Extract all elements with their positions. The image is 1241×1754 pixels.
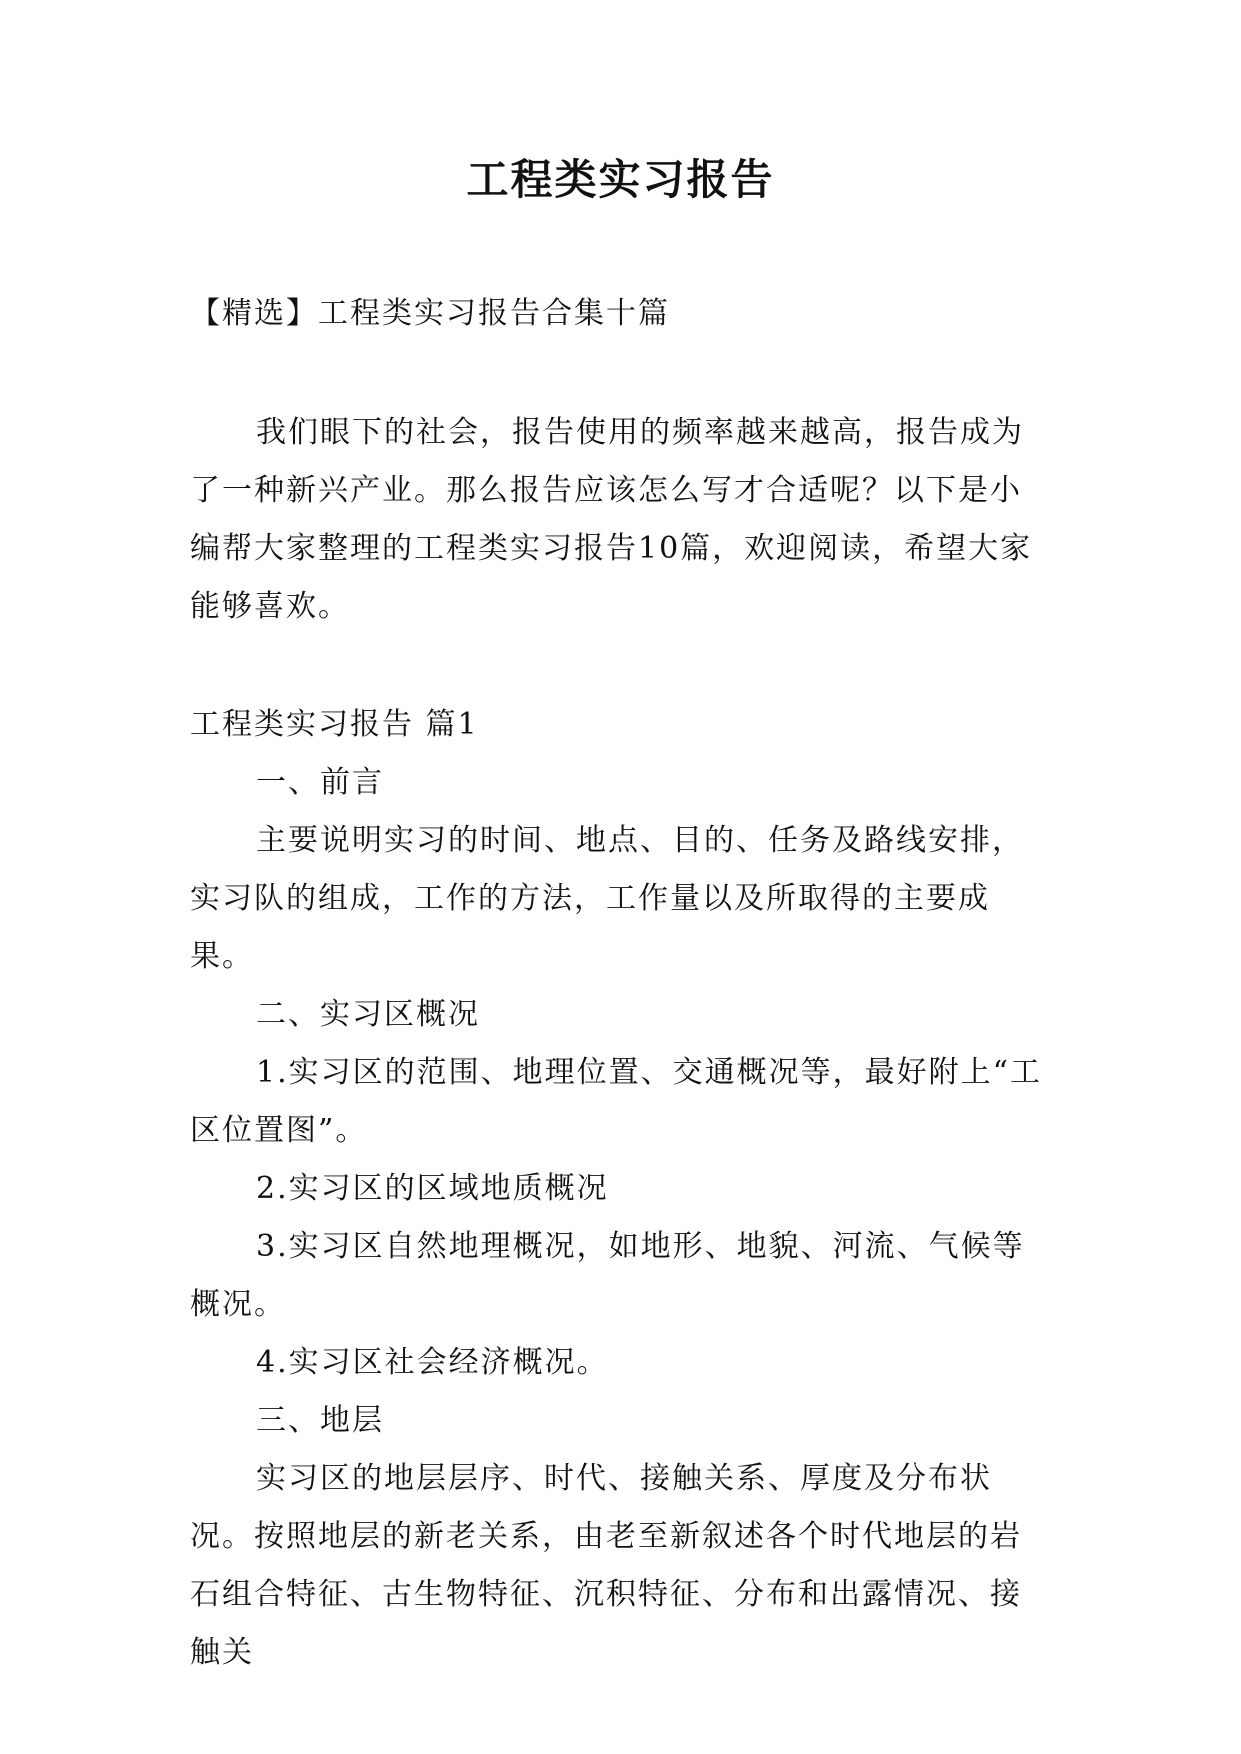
paragraph-preface-heading: 一、前言 [256, 765, 384, 800]
paragraph-overview-item-1: 1.实习区的范围、地理位置、交通概况等，最好附上“工区位置图”。 [190, 1055, 1042, 1148]
paragraph-overview-item-2: 2.实习区的区域地质概况 [256, 1171, 609, 1206]
paragraph-overview-heading: 二、实习区概况 [256, 997, 480, 1032]
paragraph-strata-heading: 三、地层 [256, 1403, 384, 1438]
paragraph-overview-item-3: 3.实习区自然地理概况，如地形、地貌、河流、气候等概况。 [190, 1229, 1025, 1322]
document-title: 工程类实习报告 [466, 155, 775, 204]
document-subtitle: 【精选】工程类实习报告合集十篇 [190, 296, 670, 331]
section-heading: 工程类实习报告 篇1 [190, 707, 479, 742]
paragraph-preface-text: 主要说明实习的时间、地点、目的、任务及路线安排，实习队的组成，工作的方法，工作量以及所取得的主要成果。 [190, 823, 1024, 974]
section-content [190, 754, 1050, 1682]
intro-paragraph: 我们眼下的社会，报告使用的频率越来越高，报告成为了一种新兴产业。那么报告应该怎么写才合适呢？以下是小编帮大家整理的工程类实习报告10篇，欢迎阅读，希望大家能够喜欢。 [190, 415, 1033, 624]
paragraph-overview-item-4: 4.实习区社会经济概况。 [256, 1345, 609, 1380]
paragraph-strata-text: 实习区的地层层序、时代、接触关系、厚度及分布状况。按照地层的新老关系，由老至新叙述各个时代地层的岩石组合特征、古生物特征、沉积特征、分布和出露情况、接触关 [190, 1461, 1022, 1670]
